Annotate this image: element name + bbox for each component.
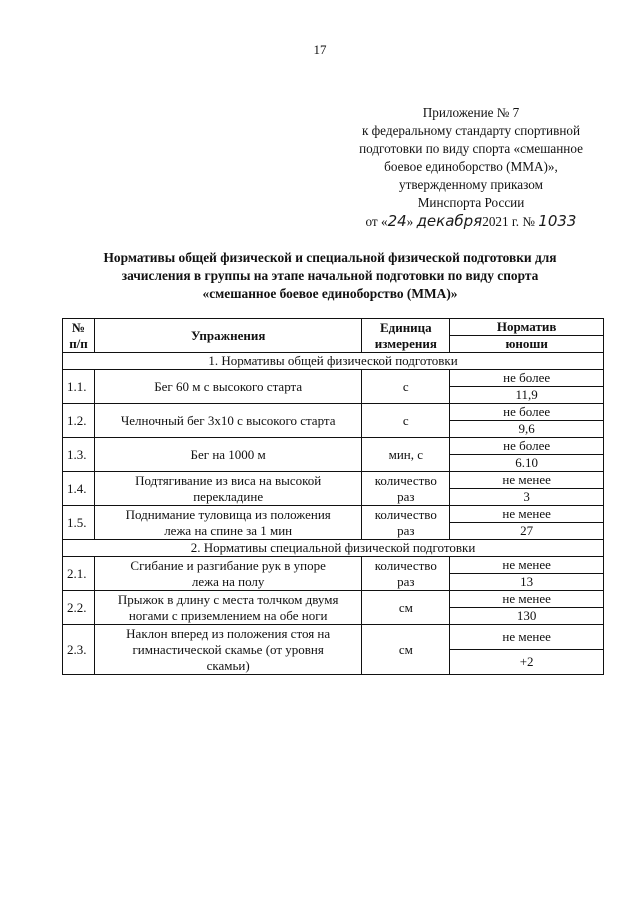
appendix-line: боевое единоборство (ММА)», — [384, 159, 558, 174]
row-num: 2.1. — [63, 557, 95, 591]
table-row — [63, 438, 604, 455]
row-value: 9,6 — [450, 421, 604, 438]
appendix-line: к федеральному стандарту спортивной — [361, 123, 581, 138]
row-unit: см — [362, 591, 450, 625]
row-unit: см — [362, 625, 450, 675]
row-qualifier: не менее — [450, 625, 604, 650]
title-line: «смешанное боевое единоборство (ММА)» — [202, 286, 458, 301]
table-row — [63, 472, 604, 489]
row-exercise: Сгибание и разгибание рук в упоре лежа на полу — [94, 557, 361, 591]
section-title: 1. Нормативы общей физической подготовки — [63, 353, 604, 370]
row-value: 11,9 — [450, 387, 604, 404]
row-unit: с — [362, 370, 450, 404]
row-num: 2.2. — [63, 591, 95, 625]
title-line: Нормативы общей физической и специальной физической подготовки для — [103, 250, 557, 265]
section-row — [63, 540, 604, 557]
row-unit: количество раз — [362, 557, 450, 591]
handwritten-order-number: 1033 — [538, 212, 577, 230]
appendix-line: Приложение № 7 — [422, 105, 520, 120]
table-row — [63, 557, 604, 574]
table-row — [63, 625, 604, 650]
row-exercise: Подтягивание из виса на высокой перекладине — [94, 472, 361, 506]
row-qualifier: не менее — [450, 472, 604, 489]
row-unit: мин, с — [362, 438, 450, 472]
table-row — [63, 404, 604, 421]
header-norm: Норматив — [450, 319, 604, 336]
row-unit: количество раз — [362, 506, 450, 540]
header-gender: юноши — [450, 336, 604, 353]
row-value: 130 — [450, 608, 604, 625]
row-value: +2 — [450, 650, 604, 675]
row-value: 6.10 — [450, 455, 604, 472]
row-num: 2.3. — [63, 625, 95, 675]
table-row — [63, 370, 604, 387]
row-num: 1.2. — [63, 404, 95, 438]
section-row — [63, 353, 604, 370]
row-exercise: Прыжок в длину с места толчком двумя ногами с приземлением на обе ноги — [94, 591, 361, 625]
row-num: 1.4. — [63, 472, 95, 506]
row-num: 1.5. — [63, 506, 95, 540]
section-title: 2. Нормативы специальной физической подготовки — [63, 540, 604, 557]
row-exercise: Наклон вперед из положения стоя на гимнастической скамье (от уровня скамьи) — [94, 625, 361, 675]
row-exercise: Челночный бег 3х10 с высокого старта — [94, 404, 361, 438]
title-line: зачисления в группы на этапе начальной подготовки по виду спорта — [121, 268, 539, 283]
header-num: № п/п — [63, 319, 95, 353]
row-num: 1.3. — [63, 438, 95, 472]
row-qualifier: не менее — [450, 591, 604, 608]
norms-table — [62, 318, 604, 675]
header-unit: Единица измерения — [362, 319, 450, 353]
row-qualifier: не более — [450, 404, 604, 421]
table-row — [63, 591, 604, 608]
order-date-line — [330, 212, 612, 231]
handwritten-month: декабря — [416, 212, 483, 230]
row-qualifier: не менее — [450, 506, 604, 523]
page-number: 17 — [313, 42, 327, 57]
row-qualifier: не более — [450, 370, 604, 387]
row-unit: количество раз — [362, 472, 450, 506]
header-exercise: Упражнения — [94, 319, 361, 353]
row-exercise: Поднимание туловища из положения лежа на спине за 1 мин — [94, 506, 361, 540]
date-mid: » — [406, 214, 414, 229]
appendix-line: утвержденному приказом — [399, 177, 543, 192]
row-exercise: Бег 60 м с высокого старта — [94, 370, 361, 404]
header-row — [63, 319, 604, 336]
handwritten-day: 24 — [387, 212, 407, 230]
row-value: 3 — [450, 489, 604, 506]
appendix-block — [330, 104, 612, 231]
date-prefix: от « — [365, 214, 388, 229]
row-num: 1.1. — [63, 370, 95, 404]
row-value: 13 — [450, 574, 604, 591]
table-row — [63, 506, 604, 523]
document-title — [60, 249, 600, 303]
row-qualifier: не менее — [450, 557, 604, 574]
row-exercise: Бег на 1000 м — [94, 438, 361, 472]
appendix-line: подготовки по виду спорта «смешанное — [359, 141, 583, 156]
row-value: 27 — [450, 523, 604, 540]
appendix-line: Минспорта России — [417, 195, 525, 210]
row-qualifier: не более — [450, 438, 604, 455]
date-year: 2021 г. № — [482, 214, 535, 229]
row-unit: с — [362, 404, 450, 438]
